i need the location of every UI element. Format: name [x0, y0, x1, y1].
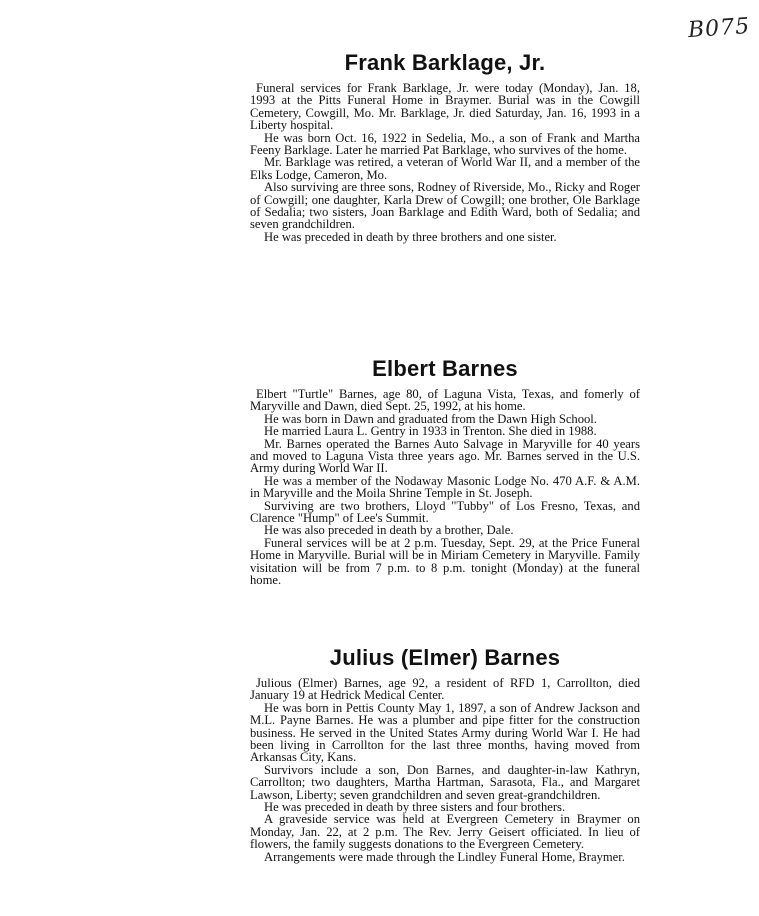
obituary-body: [250, 82, 640, 243]
handwritten-page-code: B075: [687, 13, 751, 44]
obituary-paragraph: Arrangements were made through the Lindley Funeral Home, Braymer.: [264, 849, 625, 864]
obituary-paragraph: He was born in Pettis County May 1, 1897, a son of Andrew Jackson and M.L. Payne Barnes. He was a plumber and pipe fitter for the construction business. He served in the United States Army during World War I. He had been living in Carrollton for the last three months, having moved from Arkansas City, Kans.: [250, 700, 640, 765]
obituary-paragraph: Survivors include a son, Don Barnes, and daughter-in-law Kathryn, Carrollton; two daughters, Martha Hartman, Sarasota, Fla., and Margaret Lawson, Liberty; seven grandchildren and seven great-grandchildren.: [250, 762, 640, 802]
obituary-paragraph: A graveside service was held at Evergreen Cemetery in Braymer on Monday, Jan. 22, at 2 p.m. The Rev. Jerry Geisert officiated. In lieu of flowers, the family suggests donations to the Evergreen Cemetery.: [250, 812, 640, 852]
obituary-title: Elbert Barnes: [372, 356, 518, 381]
obituary-paragraph: He married Laura L. Gentry in 1933 in Trenton. She died in 1988.: [264, 424, 597, 439]
obituary-paragraph: He was also preceded in death by a brother, Dale.: [264, 523, 514, 538]
obituary-paragraph: Surviving are two brothers, Lloyd "Tubby" of Los Fresno, Texas, and Clarence "Hump" of Lee's Summit.: [250, 498, 640, 526]
obituary-paragraph: Also surviving are three sons, Rodney of Riverside, Mo., Ricky and Roger of Cowgill; one daughter, Karla Drew of Cowgill; one brother, Ole Barklage of Sedalia; two sisters, Joan Barklage and Edith Ward, both of Sedalia; and seven grandchildren.: [250, 180, 641, 232]
obituary-body: [250, 388, 640, 587]
obituary-paragraph: He was a member of the Nodaway Masonic Lodge No. 470 A.F. & A.M. in Maryville and the Moila Shrine Temple in St. Joseph.: [250, 473, 640, 501]
obituary-julius-barnes: [250, 645, 640, 863]
obituary-paragraph: He was born in Dawn and graduated from the Dawn High School.: [264, 411, 597, 426]
obituary-paragraph: He was preceded in death by three sisters and four brothers.: [264, 800, 566, 815]
obituary-paragraph: Mr. Barnes operated the Barnes Auto Salvage in Maryville for 40 years and moved to Laguna Vista three years ago. Mr. Barnes served in the U.S. Army during World War II.: [250, 436, 640, 476]
obituary-title: Julius (Elmer) Barnes: [329, 645, 561, 670]
obituary-elbert-barnes: [250, 356, 640, 587]
obituary-body: [250, 677, 640, 863]
obituary-title: Frank Barklage, Jr.: [344, 50, 546, 75]
obituary-paragraph: He was preceded in death by three brothers and one sister.: [264, 229, 557, 244]
obituary-paragraph: Julious (Elmer) Barnes, age 92, a resident of RFD 1, Carrollton, died January 19 at Hedrick Medical Center.: [250, 676, 640, 703]
obituary-paragraph: Funeral services will be at 2 p.m. Tuesday, Sept. 29, at the Price Funeral Home in Maryville. Burial will be in Miriam Cemetery in Maryville. Family visitation will be from 7 p.m. to 8 p.m. tonight (Monday) at the funeral home.: [250, 535, 640, 588]
obituary-paragraph: He was born Oct. 16, 1922 in Sedelia, Mo., a son of Frank and Martha Feeny Barklage. Later he married Pat Barklage, who survives of the home.: [250, 130, 640, 158]
obituary-paragraph: Funeral services for Frank Barklage, Jr. were today (Monday), Jan. 18, 1993 at the Pitts Funeral Home in Braymer. Burial was in the Cowgill Cemetery, Cowgill, Mo. Mr. Barklage, Jr. died Saturday, Jan. 16, 1993 in a Liberty hospital.: [250, 81, 640, 133]
obituary-frank-barklage: [250, 50, 640, 243]
obituary-paragraph: Elbert "Turtle" Barnes, age 80, of Laguna Vista, Texas, and fomerly of Maryville and Dawn, died Sept. 25, 1992, at his home.: [250, 387, 640, 414]
obituary-paragraph: Mr. Barklage was retired, a veteran of World War II, and a member of the Elks Lodge, Cameron, Mo.: [250, 155, 640, 182]
